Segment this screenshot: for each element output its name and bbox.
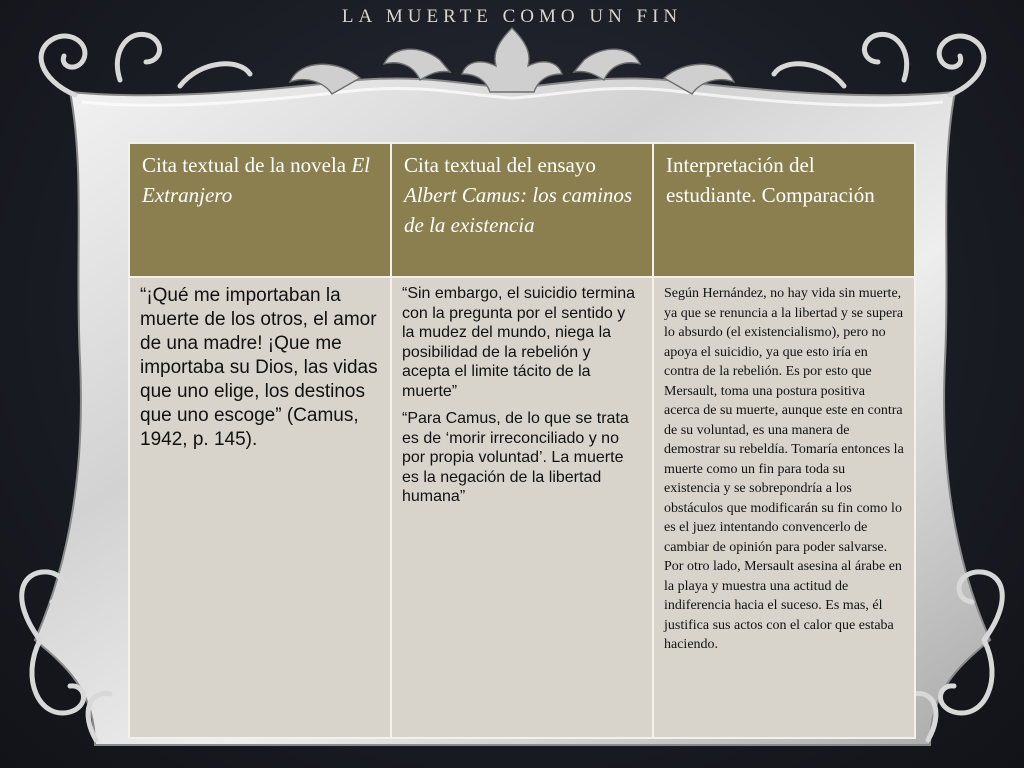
header-essay-title: Albert Camus: los caminos de la existencia — [404, 183, 633, 237]
table-header-row — [129, 143, 915, 277]
corner-scroll-top-left — [41, 34, 250, 95]
header-novel-quote: Cita textual de la novela El Extranjero — [129, 143, 391, 277]
comparison-table-container — [128, 142, 914, 739]
essay-quote-2: “Para Camus, de lo que se trata es de ‘morir irreconciliado y no por propia voluntad’. La muerte es la negación de la libertad humana” — [402, 410, 629, 505]
cell-novel-quote: “¡Qué me importaban la muerte de los otros, el amor de una madre! ¡Que me importaba su Dios, las vidas que uno elige, los destinos que uno escoge” (Camus, 1942, p. 145). — [129, 277, 391, 738]
corner-scroll-top-right — [774, 34, 984, 95]
header-student-interpretation: Interpretación del estudiante. Comparación — [653, 143, 915, 277]
cell-essay-quotes — [391, 277, 653, 738]
header-novel-title: El Extranjero — [142, 153, 371, 207]
comparison-table — [128, 142, 916, 739]
essay-quote-1: “Sin embargo, el suicidio termina con la pregunta por el sentido y la mudez del mundo, niega la posibilidad de la rebelión y acepta el limite tácito de la muerte” — [402, 285, 635, 400]
table-row — [129, 277, 915, 738]
slide-title: LA MUERTE COMO UN FIN — [341, 6, 683, 27]
header-essay-quote: Cita textual del ensayo Albert Camus: los caminos de la existencia — [391, 143, 653, 277]
cell-student-interpretation: Según Hernández, no hay vida sin muerte, ya que se renuncia a la libertad y se supera lo absurdo (el existencialismo), pero no apoya el suicidio, ya que esto iría en contra de la rebelión. Es por esto que Mersault, toma una postura positiva acerca de su muerte, aunque este en contra de su voluntad, es una manera de demostrar su rebeldía. Tomaría entonces la muerte como un fin para toda su existencia y se sobrepondría a los obstáculos que modificarán su fin como lo es el juez intentando convencerlo de cambiar de opinión para poder salvarse. Por otro lado, Mersault asesina al árabe en la playa y muestra una actitud de indiferencia hacia el suceso. Es mas, él justifica sus actos con el calor que estaba haciendo. — [653, 277, 915, 738]
